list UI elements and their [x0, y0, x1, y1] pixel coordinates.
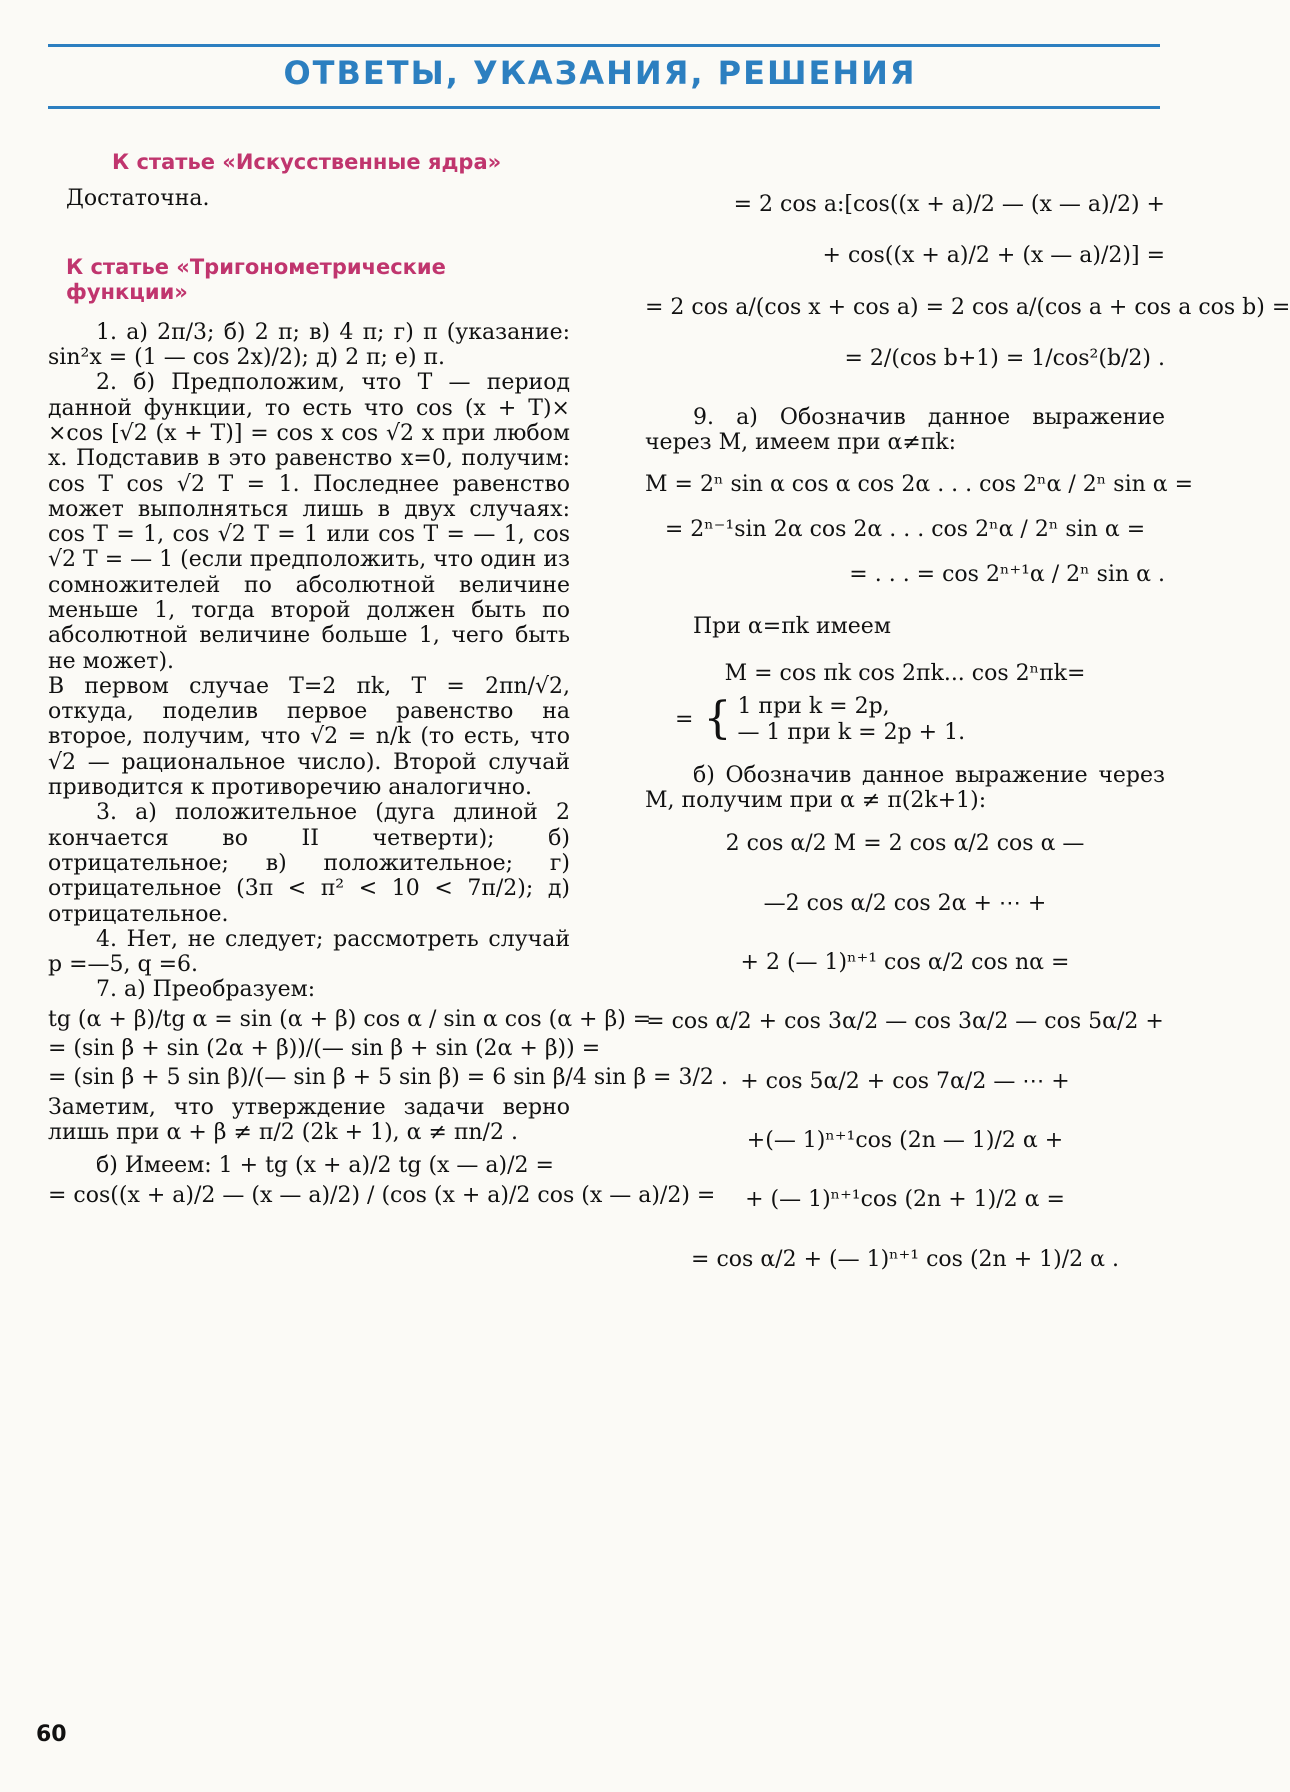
answer-4: 4. Нет, не следует; рассмотреть случай p =—5, q =6. [48, 926, 570, 978]
equation-r-4: = 2/(cos b+1) = 1/cos²(b/2) . [844, 345, 1165, 371]
right-column [645, 150, 1290, 1276]
equation-7-3: = (sin β + 5 sin β)/(— sin β + 5 sin β) = 6 sin β/4 sin β = 3/2 . [48, 1065, 728, 1091]
equation-9-6: —2 cos α/2 cos 2α + ⋯ + [763, 890, 1047, 916]
equation-7-1: tg (α + β)/tg α = sin (α + β) cos α / sin α cos (α + β) = [48, 1006, 652, 1032]
equation-9-3: = . . . = cos 2ⁿ⁺¹α / 2ⁿ sin α . [849, 562, 1165, 588]
section-title-trig-functions: К статье «Тригонометрические функции» [66, 255, 446, 304]
piecewise-result: = { 1 при k = 2p, — 1 при k = 2p + 1. [675, 693, 966, 745]
equation-9-10: +(— 1)ⁿ⁺¹cos (2n — 1)/2 α + [746, 1127, 1064, 1153]
equation-9-2: = 2ⁿ⁻¹sin 2α cos 2α . . . cos 2ⁿα / 2ⁿ sin α = [664, 517, 1146, 543]
answer-7b-intro: б) Имеем: 1 + tg (x + a)/2 tg (x — a)/2 = [96, 1153, 554, 1179]
answer-9a-case-intro: При α=πk имеем [693, 613, 891, 639]
equation-9-1: M = 2ⁿ sin α cos α cos 2α . . . cos 2ⁿα / 2ⁿ sin α = [645, 471, 1194, 497]
equation-9-9: + cos 5α/2 + cos 7α/2 — ⋯ + [740, 1068, 1070, 1094]
section-body-artificial-nuclei: Достаточна. [66, 186, 210, 212]
case-even: 1 при k = 2p, [737, 694, 890, 720]
equation-9-8: = cos α/2 + cos 3α/2 — cos 3α/2 — cos 5α/2 + [646, 1009, 1164, 1035]
case-odd: — 1 при k = 2p + 1. [737, 719, 966, 745]
page-title: ОТВЕТЫ, УКАЗАНИЯ, РЕШЕНИЯ [283, 54, 917, 92]
section-title-artificial-nuclei: К статье «Искусственные ядра» [112, 150, 502, 174]
equation-9-7: + 2 (— 1)ⁿ⁺¹ cos α/2 cos nα = [740, 950, 1070, 976]
answer-7-note: Заметим, что утверждение задачи верно лишь при α + β ≠ π/2 (2k + 1), α ≠ πn/2 . [48, 1094, 570, 1145]
equation-9-12: = cos α/2 + (— 1)ⁿ⁺¹ cos (2n + 1)/2 α . [691, 1246, 1119, 1272]
page-number: 60 [36, 1722, 67, 1747]
equation-r-2: + cos((x + a)/2 + (x — a)/2)] = [822, 243, 1165, 269]
equation-7-4: = cos((x + a)/2 — (x — a)/2) / (cos (x + a)/2 cos (x — a)/2) = [48, 1182, 716, 1208]
equation-7-2: = (sin β + sin (2α + β))/(— sin β + sin (2α + β)) = [48, 1036, 601, 1062]
equation-9-5: 2 cos α/2 M = 2 cos α/2 cos α — [725, 831, 1085, 857]
equation-r-3: = 2 cos a/(cos x + cos a) = 2 cos a/(cos a + cos a cos b) = [645, 294, 1290, 320]
header-bottom-rule [48, 106, 1160, 109]
answer-2: 2. б) Предположим, что T — период данной функции, то есть что cos (x + T)× ×cos [√2 (x + T)] = cos x cos √2 x при любом x. Подставив в это равенство x=0, получим: cos T cos √2 T = 1. Последнее равенство может выполняться лишь в двух случаях: cos T = 1, cos √2 T = 1 или cos T = — 1, cos √2 T = — 1 (если предположить, что один из сомножителей по абсолютной величине меньше 1, тогда второй должен быть по абсолютной величине больше 1, чего быть не может). [48, 370, 570, 674]
equation-9-11: + (— 1)ⁿ⁺¹cos (2n + 1)/2 α = [745, 1187, 1065, 1213]
left-column [48, 150, 728, 1212]
answer-1: 1. а) 2π/3; б) 2 π; в) 4 π; г) π (указание: sin²x = (1 — cos 2x)/2); д) 2 π; е) π. [48, 319, 570, 371]
answer-2-continued: В первом случае T=2 πk, T = 2πn/√2, откуда, поделив первое равенство на второе, получим, что √2 = n/k (то есть, что √2 — рациональное число). Второй случай приводится к противоречию аналогично. [48, 673, 570, 801]
answer-3: 3. а) положительное (дуга длиной 2 кончается во II четверти); б) отрицательное; в) положительное; г) отрицательное (3π < π² < 10 < 7π/2); д) отрицательное. [48, 800, 570, 927]
answer-9a: 9. а) Обозначив данное выражение через M, имеем при α≠πk: [645, 405, 1165, 456]
answer-9b: б) Обозначив данное выражение через M, получим при α ≠ π(2k+1): [645, 762, 1165, 814]
equation-r-1: = 2 cos a:[cos((x + a)/2 — (x — a)/2) + [733, 192, 1165, 217]
answer-7-intro: 7. а) Преобразуем: [96, 977, 316, 1003]
equation-9-4: M = cos πk cos 2πk... cos 2ⁿπk= [724, 660, 1086, 686]
top-rule [48, 44, 1160, 47]
